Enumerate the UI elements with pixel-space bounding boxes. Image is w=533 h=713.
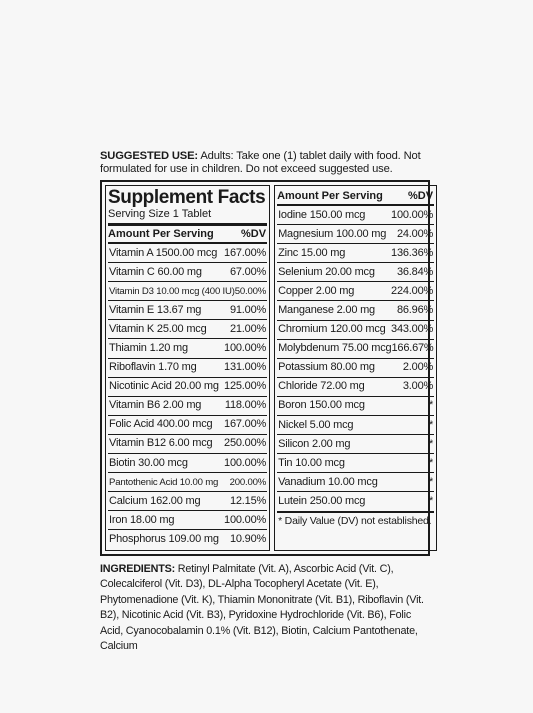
- nutrient-name: Vitamin E 13.67 mg: [109, 303, 202, 316]
- nutrient-dv: 21.00%: [229, 322, 267, 335]
- nutrient-dv: 224.00%: [391, 284, 434, 297]
- nutrient-dv: *: [428, 399, 434, 412]
- nutrient-name: Chromium 120.00 mcg: [278, 323, 386, 336]
- ingredients-text: Retinyl Palmitate (Vit. A), Ascorbic Acid (Vit. C), Colecalciferol (Vit. D3), DL-Alpha Tocopheryl Acetate (Vit. E), Phytomenadione (Vit. K), Thiamin Mononitrate (Vit. B1), Riboflavin (Vit. B2), Nicotinic Acid (Vit. B3), Pyridoxine Hydrochloride (Vit. B6), Folic Acid, Cyanocobalamin 0.1% (Vit. B12), Biotin, Calcium Pantothenate, Calcium: [100, 562, 424, 653]
- nutrient-row: [108, 530, 267, 548]
- nutrient-dv: *: [428, 456, 434, 469]
- right-column-header: [277, 188, 434, 206]
- nutrient-row: [108, 511, 267, 530]
- amount-header: Amount Per Serving: [108, 228, 214, 240]
- nutrient-dv: 250.00%: [224, 437, 267, 450]
- nutrient-row: [108, 339, 267, 358]
- nutrient-row: [108, 454, 267, 473]
- nutrient-name: Nickel 5.00 mcg: [278, 418, 354, 431]
- nutrient-name: Zinc 15.00 mg: [278, 246, 346, 259]
- nutrient-dv: 91.00%: [229, 303, 267, 316]
- ingredients: [100, 562, 430, 656]
- nutrient-dv: 167.00%: [224, 418, 267, 431]
- nutrient-name: Thiamin 1.20 mg: [109, 341, 188, 354]
- nutrient-row: [108, 301, 267, 320]
- supplement-label: [100, 150, 434, 666]
- nutrient-name: Tin 10.00 mcg: [278, 456, 345, 469]
- nutrient-dv: *: [428, 494, 434, 507]
- nutrient-row: [277, 206, 434, 225]
- facts-left-column: [105, 185, 270, 551]
- nutrient-row: [277, 321, 434, 340]
- nutrient-row: [277, 340, 434, 359]
- nutrient-row: [277, 359, 434, 378]
- nutrient-name: Chloride 72.00 mg: [278, 380, 365, 393]
- nutrient-dv: 343.00%: [391, 323, 434, 336]
- nutrient-name: Vitamin C 60.00 mg: [109, 265, 202, 278]
- nutrient-dv: *: [428, 418, 434, 431]
- nutrient-row: [277, 492, 434, 510]
- facts-title: Supplement Facts: [108, 187, 266, 208]
- nutrient-row: [108, 397, 267, 416]
- left-nutrient-list: [108, 244, 267, 549]
- nutrient-dv: 3.00%: [402, 380, 434, 393]
- facts-right-column: [274, 185, 437, 551]
- nutrient-row: [277, 416, 434, 435]
- nutrient-name: Vitamin K 25.00 mcg: [109, 322, 207, 335]
- suggested-use: [100, 150, 430, 176]
- nutrient-row: [108, 244, 267, 263]
- nutrient-dv: 50.00%: [234, 285, 267, 297]
- nutrient-name: Iodine 150.00 mcg: [278, 208, 366, 221]
- nutrient-name: Vitamin B12 6.00 mcg: [109, 437, 213, 450]
- nutrient-name: Vitamin B6 2.00 mg: [109, 399, 202, 412]
- nutrient-dv: 118.00%: [224, 399, 267, 412]
- nutrient-name: Manganese 2.00 mg: [278, 303, 375, 316]
- nutrient-name: Riboflavin 1.70 mg: [109, 361, 197, 374]
- nutrient-name: Iron 18.00 mg: [109, 513, 175, 526]
- nutrient-dv: 166.67%: [391, 342, 434, 355]
- nutrient-row: [108, 263, 267, 282]
- nutrient-name: Biotin 30.00 mcg: [109, 456, 188, 469]
- nutrient-row: [108, 359, 267, 378]
- nutrient-name: Lutein 250.00 mcg: [278, 494, 366, 507]
- nutrient-dv: 36.84%: [396, 265, 434, 278]
- nutrient-name: Potassium 80.00 mg: [278, 361, 375, 374]
- nutrient-dv: 100.00%: [224, 341, 267, 354]
- nutrient-name: Vanadium 10.00 mcg: [278, 475, 378, 488]
- left-column-header: [108, 226, 267, 244]
- nutrient-name: Magnesium 100.00 mg: [278, 227, 387, 240]
- nutrient-row: [108, 320, 267, 339]
- nutrient-name: Molybdenum 75.00 mcg: [278, 342, 392, 355]
- nutrient-dv: 10.90%: [229, 532, 267, 545]
- nutrient-row: [108, 282, 267, 301]
- nutrient-row: [277, 397, 434, 416]
- nutrient-row: [277, 301, 434, 320]
- nutrient-dv: *: [428, 437, 434, 450]
- nutrient-row: [108, 492, 267, 511]
- nutrient-name: Copper 2.00 mg: [278, 284, 355, 297]
- nutrient-row: [108, 435, 267, 454]
- suggested-use-text: Adults: Take one (1) tablet daily with food. Not formulated for use in children. Do not exceed suggested use.: [100, 150, 421, 175]
- nutrient-dv: 200.00%: [229, 476, 267, 488]
- dv-header: %DV: [241, 228, 267, 240]
- nutrient-row: [277, 435, 434, 454]
- supplement-facts-panel: [100, 180, 434, 556]
- dv-header: %DV: [408, 190, 434, 202]
- nutrient-dv: 12.15%: [229, 494, 267, 507]
- nutrient-name: Silicon 2.00 mg: [278, 437, 351, 450]
- nutrient-row: [277, 244, 434, 263]
- nutrient-row: [277, 378, 434, 397]
- nutrient-row: [277, 263, 434, 282]
- nutrient-dv: 131.00%: [224, 361, 267, 374]
- nutrient-dv: 100.00%: [391, 208, 434, 221]
- nutrient-row: [108, 473, 267, 492]
- nutrient-name: Boron 150.00 mcg: [278, 399, 365, 412]
- nutrient-row: [277, 473, 434, 492]
- nutrient-row: [108, 416, 267, 435]
- serving-size: Serving Size 1 Tablet: [108, 208, 267, 226]
- nutrient-name: Pantothenic Acid 10.00 mg: [109, 476, 219, 488]
- nutrient-row: [277, 225, 434, 244]
- nutrient-name: Nicotinic Acid 20.00 mg: [109, 380, 219, 393]
- amount-header: Amount Per Serving: [277, 190, 383, 202]
- nutrient-dv: 125.00%: [224, 380, 267, 393]
- nutrient-dv: 24.00%: [396, 227, 434, 240]
- nutrient-row: [108, 378, 267, 397]
- dv-footnote: * Daily Value (DV) not established.: [277, 511, 434, 530]
- nutrient-dv: 2.00%: [402, 361, 434, 374]
- nutrient-dv: 100.00%: [224, 513, 267, 526]
- nutrient-name: Selenium 20.00 mcg: [278, 265, 375, 278]
- nutrient-dv: 67.00%: [229, 265, 267, 278]
- suggested-use-heading: SUGGESTED USE:: [100, 150, 198, 162]
- nutrient-dv: 86.96%: [396, 303, 434, 316]
- nutrient-name: Phosphorus 109.00 mg: [109, 532, 219, 545]
- nutrient-dv: 167.00%: [224, 246, 267, 259]
- right-nutrient-list: [277, 206, 434, 511]
- ingredients-heading: INGREDIENTS:: [100, 562, 175, 575]
- nutrient-row: [277, 282, 434, 301]
- nutrient-name: Vitamin A 1500.00 mcg: [109, 246, 218, 259]
- nutrient-dv: 136.36%: [391, 246, 434, 259]
- nutrient-name: Vitamin D3 10.00 mcg (400 IU): [109, 285, 235, 297]
- nutrient-name: Calcium 162.00 mg: [109, 494, 201, 507]
- nutrient-name: Folic Acid 400.00 mcg: [109, 418, 213, 431]
- nutrient-dv: 100.00%: [224, 456, 267, 469]
- nutrient-row: [277, 454, 434, 473]
- nutrient-dv: *: [428, 475, 434, 488]
